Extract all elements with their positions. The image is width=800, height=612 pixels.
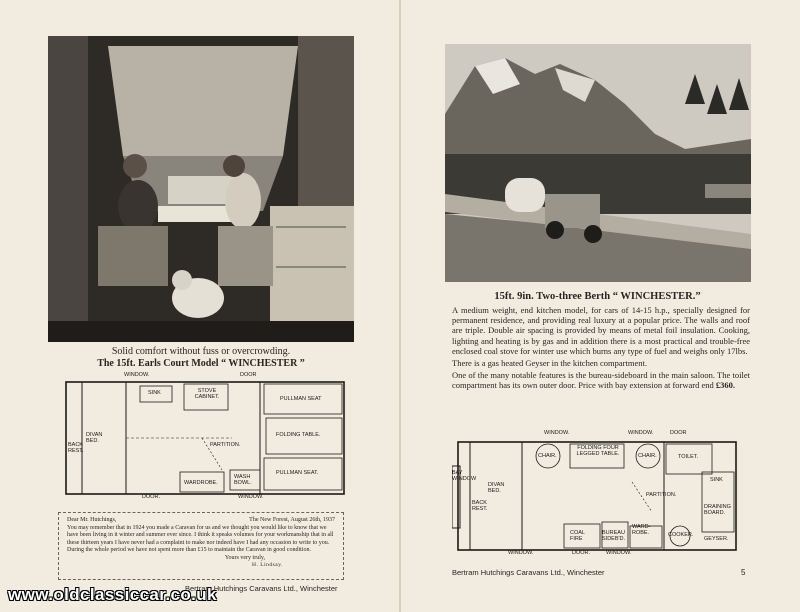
plan2-label-window-bottom-right: WINDOW. bbox=[606, 550, 632, 556]
plan2-label-geyser: GEYSER. bbox=[704, 536, 729, 542]
letter-body: You may remember that in 1924 you made a Caravan for us and we thought you would like to know that we have been living in it winter and summer ever since. I think it speaks volumes for your workmanship that in all these thirteen years I have never had a complaint to make nor indeed have I had any occasion to write to you. During the whole period we have not spent more than £15 to maintain the Caravan in good condition. bbox=[67, 524, 334, 553]
plan2-label-divan-bed: DIVAN BED. bbox=[488, 482, 505, 495]
testimonial-letter bbox=[58, 512, 344, 580]
photo-caption: Solid comfort without fuss or overcrowding. bbox=[111, 346, 291, 357]
page-number: 5 bbox=[741, 568, 746, 577]
letter-closing: Yours very truly, bbox=[224, 554, 265, 561]
plan2-label-bureau-sideboard: BUREAU SIDEB'D. bbox=[602, 530, 626, 543]
plan-label-partition: PARTITION. bbox=[210, 442, 241, 448]
plan2-label-toilet: TOILET. bbox=[678, 454, 699, 460]
winchester-floor-plan bbox=[452, 432, 742, 560]
plan-label-door-top: DOOR bbox=[240, 372, 257, 378]
plan2-label-window-top-left: WINDOW. bbox=[544, 430, 570, 436]
plan2-label-chair-right: CHAIR. bbox=[638, 453, 657, 459]
description-paragraph-3 bbox=[452, 370, 750, 390]
site-watermark: www.oldclassiccar.co.uk bbox=[8, 585, 217, 604]
plan-label-wardrobe: WARDROBE. bbox=[184, 480, 218, 486]
plan2-label-cooker: COOKER. bbox=[668, 532, 694, 538]
description-paragraph-3-text: One of the many notable features is the bureau-sideboard in the main saloon. The toilet compartment has its own outer door. Price with bay extension at forward end bbox=[452, 370, 750, 391]
left-footer: Bertram Hutchings Caravans Ltd., Winchester bbox=[185, 584, 338, 593]
plan-label-pullman-seat-bottom: PULLMAN SEAT. bbox=[276, 470, 319, 476]
plan-label-stove-cabinet: STOVE CABINET. bbox=[194, 388, 220, 401]
plan2-label-coal-fire: COAL FIRE bbox=[570, 530, 585, 543]
caravan-interior-photo bbox=[48, 36, 354, 342]
plan-label-wash-bowl: WASH BOWL. bbox=[234, 474, 252, 487]
plan2-label-back-rest: BACK REST. bbox=[472, 500, 488, 513]
description-paragraph-1: A medium weight, end kitchen model, for cars of 14-15 h.p., specially designed for permanent residence, and providing real luxury at a popular price. The walls and roof are triple. Double air spacing is provided by means of metal foil insulation. Cooking, lighting and heating is by gas and in addition there is a most practical and trouble-free enclosed coal stove for winter use which burns any type of fuel and weighs only 17lbs. bbox=[452, 305, 750, 356]
right-footer: Bertram Hutchings Caravans Ltd., Winchester bbox=[452, 568, 605, 577]
winchester-description bbox=[452, 305, 750, 393]
plan2-label-door-top: DOOR bbox=[670, 430, 687, 436]
plan2-label-chair-left: CHAIR. bbox=[538, 453, 557, 459]
letter-salutation: Dear Mr. Hutchings, bbox=[67, 517, 117, 523]
plan-label-window-top: WINDOW. bbox=[124, 372, 150, 378]
model-price: £360. bbox=[715, 380, 736, 391]
plan-label-folding-table: FOLDING TABLE. bbox=[276, 432, 321, 438]
description-paragraph-2: There is a gas heated Geyser in the kitchen compartment. bbox=[452, 357, 647, 368]
plan2-label-partition: PARTITION. bbox=[646, 492, 677, 498]
plan2-label-sink: SINK bbox=[710, 477, 723, 483]
model-caption: The 15ft. Earls Court Model “ WINCHESTER ” bbox=[97, 358, 305, 369]
letter-place-date: The New Forest, August 26th, 1937 bbox=[249, 517, 335, 523]
plan-label-sink: SINK bbox=[148, 390, 161, 396]
plan2-label-window-bottom-left: WINDOW. bbox=[508, 550, 534, 556]
letter-signature: H. Lindsay. bbox=[252, 562, 283, 568]
plan-label-back-rest: BACK REST. bbox=[68, 442, 84, 455]
plan2-label-folding-table: FOLDING FOUR LEGGED TABLE. bbox=[576, 445, 620, 458]
plan2-label-door-bottom: DOOR. bbox=[572, 550, 591, 556]
caravan-landscape-photo bbox=[445, 44, 751, 282]
plan-label-window-bottom: WINDOW. bbox=[238, 494, 264, 500]
plan-label-door-bottom: DOOR. bbox=[142, 494, 161, 500]
earls-court-floor-plan bbox=[62, 374, 349, 502]
plan2-label-bay-window: BAY WINDOW bbox=[452, 470, 477, 483]
winchester-model-title: 15ft. 9in. Two-three Berth “ WINCHESTER.” bbox=[494, 291, 701, 302]
plan2-label-wardrobe: WARD- ROBE. bbox=[632, 524, 651, 537]
plan-label-divan-bed: DIVAN BED. bbox=[86, 432, 103, 445]
plan2-label-draining-board: DRAINING BOARD. bbox=[704, 504, 731, 517]
plan-label-pullman-seat-top: PULLMAN SEAT bbox=[280, 396, 322, 402]
plan2-label-window-top-mid: WINDOW. bbox=[628, 430, 654, 436]
